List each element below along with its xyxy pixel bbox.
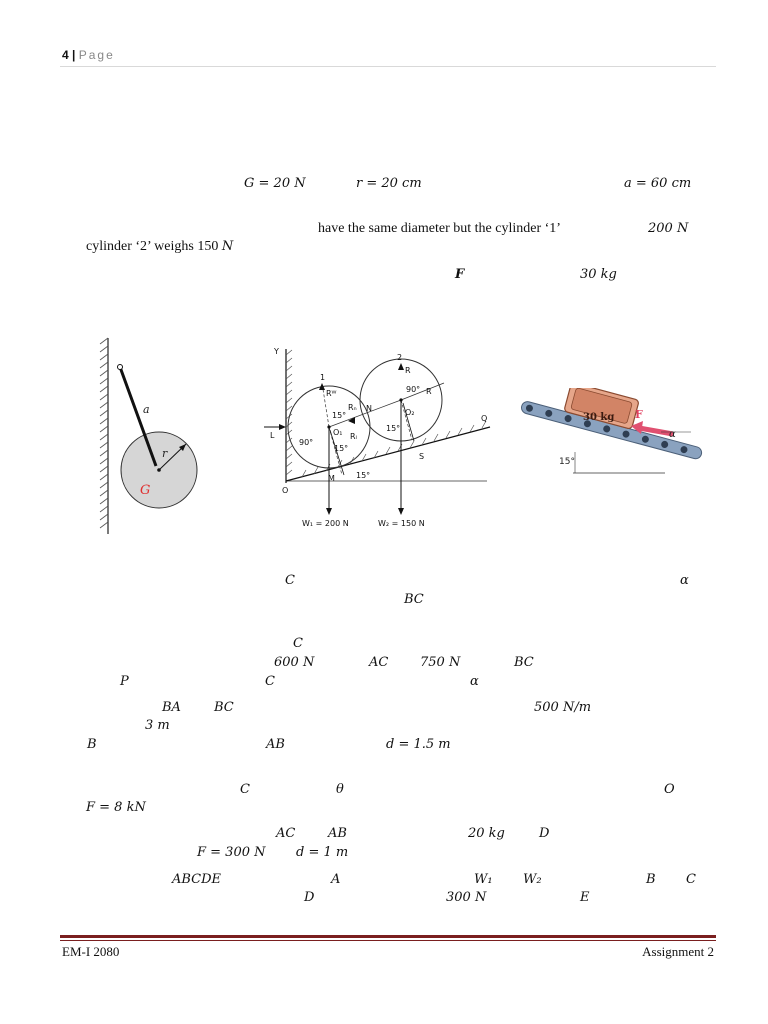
math-fragment: AB <box>328 826 347 841</box>
math-fragment: D <box>304 890 315 905</box>
angle-15-2: 15° <box>334 444 349 453</box>
incline-angle-label: 15° <box>559 457 575 467</box>
math-fragment: C <box>265 674 275 689</box>
block-mass: 30 kg <box>580 267 617 282</box>
given-length: a = 60 cm <box>624 176 692 191</box>
math-fragment: 750 N <box>420 655 461 670</box>
reaction-r2-label: R <box>426 387 432 396</box>
center-label: G <box>140 483 151 498</box>
wall-hatch <box>100 338 108 534</box>
alpha-label: α <box>669 429 676 440</box>
point-o-label: O <box>282 486 289 495</box>
center-o2-label: O₂ <box>405 408 415 417</box>
math-fragment: D <box>539 826 550 841</box>
math-fragment: α <box>470 674 479 689</box>
given-radius: r = 20 cm <box>356 176 422 191</box>
math-fragment: E <box>580 890 590 905</box>
block-mass-label: 30 kg <box>583 412 615 423</box>
axis-y-label: Y <box>274 347 279 356</box>
math-fragment: BA <box>162 700 181 715</box>
point-m-label: M <box>328 474 335 483</box>
reaction-r-label: R <box>405 366 411 375</box>
figure-two-cylinders <box>262 343 494 533</box>
header-rule <box>60 66 716 67</box>
math-fragment: BC <box>214 700 234 715</box>
cylinder-2-label: 2 <box>397 353 403 362</box>
point-l-label: L <box>270 431 275 440</box>
center-o1-label: O₁ <box>333 428 343 437</box>
cylinder-2-statement: cylinder ‘2’ weighs 150 N <box>86 239 234 254</box>
math-fragment: B <box>646 872 656 887</box>
math-fragment: F = 300 N <box>197 845 266 860</box>
math-fragment: C <box>293 636 303 651</box>
math-fragment: AC <box>276 826 296 841</box>
cylinder-statement: have the same diameter but the cylinder ‘1’ <box>318 221 561 236</box>
force-symbol: F <box>455 267 465 282</box>
math-fragment: AC <box>369 655 389 670</box>
math-fragment: W₂ <box>523 872 542 887</box>
math-fragment: BC <box>404 592 424 607</box>
page-header <box>62 48 115 62</box>
math-fragment: O <box>664 782 675 797</box>
math-fragment: C <box>285 573 295 588</box>
page-number: 4 <box>62 48 69 62</box>
given-weight: G = 20 N <box>244 176 306 191</box>
footer-rule-thin <box>60 940 716 941</box>
angle-90-2: 90° <box>406 385 421 394</box>
header-separator: | <box>72 48 76 62</box>
footer-course: EM-I 2080 <box>62 944 120 959</box>
radius-label: r <box>162 447 168 460</box>
angle-15-1: 15° <box>332 411 347 420</box>
force-label: F <box>635 408 643 421</box>
figure-block-conveyor <box>515 388 705 484</box>
math-fragment: BC <box>514 655 534 670</box>
reaction-rw-label: Rᵂ <box>326 389 337 398</box>
math-fragment: C <box>240 782 250 797</box>
math-fragment: B <box>87 737 97 752</box>
weight-1-label: W₁ = 200 N <box>302 519 349 528</box>
point-n-label: N <box>366 404 372 413</box>
angle-15-4: 15° <box>356 471 371 480</box>
cord-label: a <box>143 403 150 416</box>
math-fragment: 20 kg <box>468 826 505 841</box>
figure-sphere-wall <box>98 336 208 536</box>
math-fragment: F = 8 kN <box>86 800 146 815</box>
math-fragment: ABCDE <box>172 872 222 887</box>
cylinder-1-weight: 200 N <box>648 221 689 236</box>
angle-15-3: 15° <box>386 424 401 433</box>
math-fragment: 600 N <box>274 655 315 670</box>
math-fragment: 500 N/m <box>534 700 592 715</box>
cylinder-1-label: 1 <box>320 373 326 382</box>
math-fragment: A <box>331 872 341 887</box>
math-fragment: d = 1 m <box>296 845 349 860</box>
math-fragment: P <box>120 674 129 689</box>
math-fragment: d = 1.5 m <box>386 737 451 752</box>
page-word: Page <box>78 48 115 62</box>
footer-title: Assignment 2 <box>642 944 714 959</box>
weight-2-label: W₂ = 150 N <box>378 519 425 528</box>
math-fragment: α <box>680 573 689 588</box>
math-fragment: AB <box>266 737 285 752</box>
reaction-rn-label: Rₙ <box>348 403 357 412</box>
math-fragment: C <box>686 872 696 887</box>
reaction-rl-label: Rₗ <box>350 432 357 441</box>
cord-pin <box>118 365 123 370</box>
math-fragment: W₁ <box>474 872 493 887</box>
math-fragment: 300 N <box>446 890 487 905</box>
footer-rule-thick <box>60 935 716 938</box>
math-fragment: θ <box>336 782 344 797</box>
point-q-label: Q <box>481 414 488 423</box>
point-s-label: S <box>419 452 425 461</box>
angle-90-1: 90° <box>299 438 314 447</box>
math-fragment: 3 m <box>145 718 170 733</box>
